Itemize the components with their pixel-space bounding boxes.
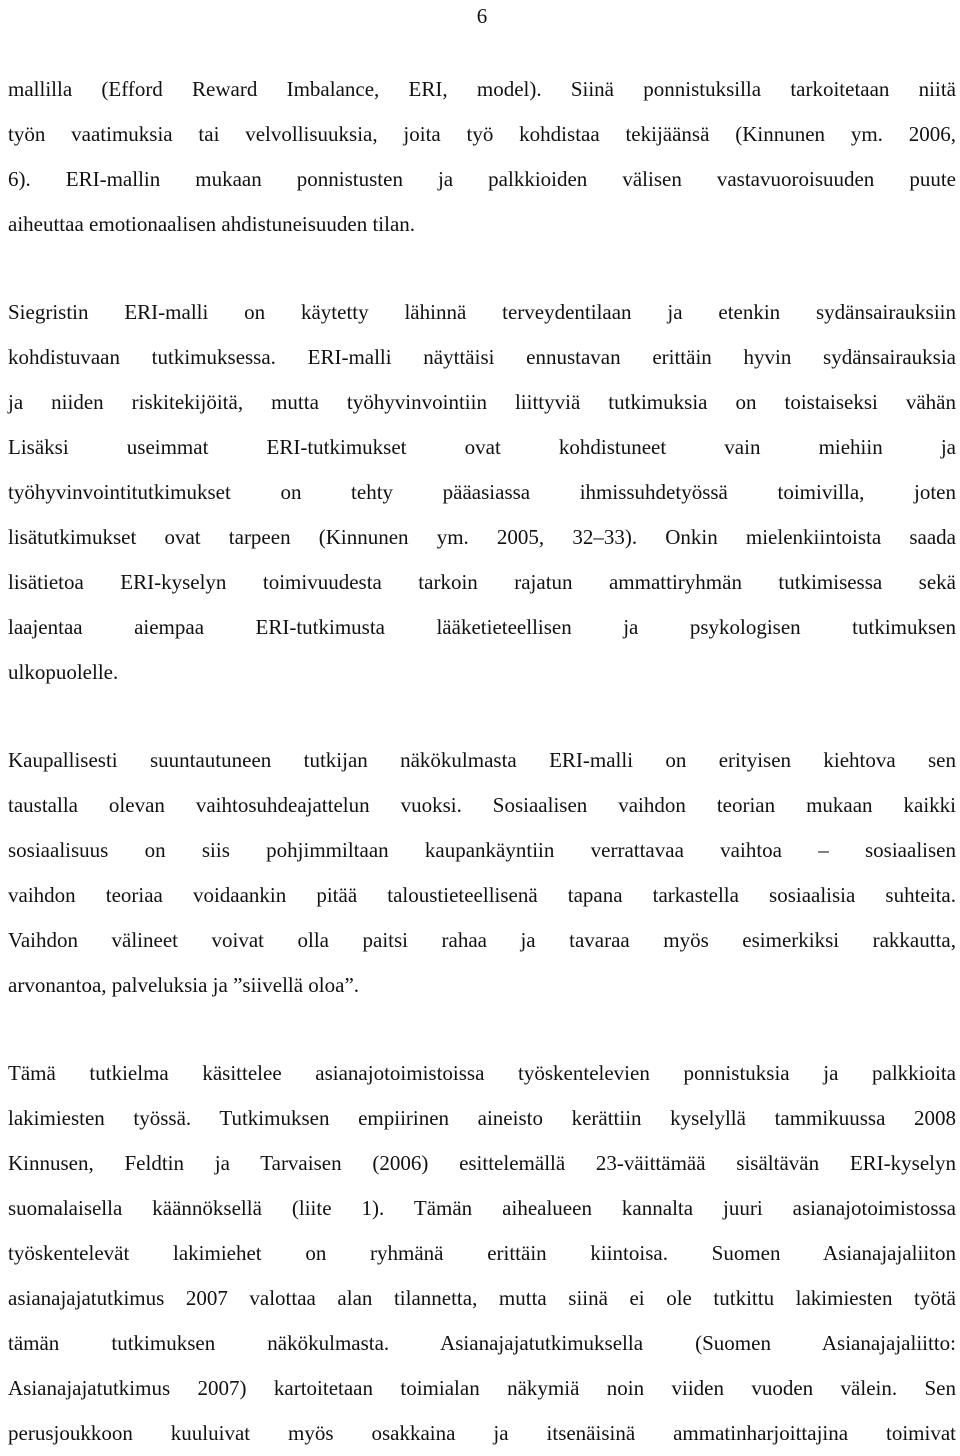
paragraph-spacer bbox=[8, 247, 956, 290]
text-line: lakimiesten työssä. Tutkimuksen empiirinen aineisto kerättiin kyselyllä tammikuussa 2008 bbox=[8, 1106, 956, 1130]
paragraph-3 bbox=[8, 738, 956, 1008]
text-line: Siegristin ERI-malli on käytetty lähinnä terveydentilaan ja etenkin sydänsairauksiin bbox=[8, 300, 956, 324]
text-line: laajentaa aiempaa ERI-tutkimusta lääketieteellisen ja psykologisen tutkimuksen bbox=[8, 615, 956, 639]
document-body bbox=[8, 67, 956, 1456]
text-line: Lisäksi useimmat ERI-tutkimukset ovat kohdistuneet vain miehiin ja bbox=[8, 435, 956, 459]
text-line: suomalaisella käännöksellä (liite 1). Tämän aihealueen kannalta juuri asianajotoimistossa bbox=[8, 1196, 956, 1220]
text-line: perusjoukkoon kuuluivat myös osakkaina ja itsenäisinä ammatinharjoittajina toimivat bbox=[8, 1421, 956, 1445]
paragraph-2 bbox=[8, 290, 956, 695]
text-line: sosiaalisuus on siis pohjimmiltaan kaupankäyntiin verrattavaa vaihtoa – sosiaalisen bbox=[8, 838, 956, 862]
text-line: ulkopuolelle. bbox=[8, 660, 119, 684]
text-line: työn vaatimuksia tai velvollisuuksia, joita työ kohdistaa tekijäänsä (Kinnunen ym. 2006, bbox=[8, 122, 956, 146]
page-number-text: 6 bbox=[476, 4, 488, 28]
text-line: työskentelevät lakimiehet on ryhmänä erittäin kiintoisa. Suomen Asianajajaliiton bbox=[8, 1241, 956, 1265]
text-line: kohdistuvaan tutkimuksessa. ERI-malli näyttäisi ennustavan erittäin hyvin sydänsairauksia bbox=[8, 345, 956, 369]
paragraph-spacer bbox=[8, 1008, 956, 1051]
text-line: 6). ERI-mallin mukaan ponnistusten ja palkkioiden välisen vastavuoroisuuden puute bbox=[8, 167, 956, 191]
text-line: vaihdon teoriaa voidaankin pitää taloustieteellisenä tapana tarkastella sosiaalisia suhteita. bbox=[8, 883, 956, 907]
text-line: arvonantoa, palveluksia ja ”siivellä oloa”. bbox=[8, 973, 360, 997]
text-line: tämän tutkimuksen näkökulmasta. Asianajajatutkimuksella (Suomen Asianajajaliitto: bbox=[8, 1331, 956, 1355]
text-line: asianajajatutkimus 2007 valottaa alan tilannetta, mutta siinä ei ole tutkittu lakimiesten työtä bbox=[8, 1286, 956, 1310]
text-line: lisätutkimukset ovat tarpeen (Kinnunen ym. 2005, 32–33). Onkin mielenkiintoista saada bbox=[8, 525, 956, 549]
paragraph-4 bbox=[8, 1051, 956, 1456]
text-line: mallilla (Efford Reward Imbalance, ERI, model). Siinä ponnistuksilla tarkoitetaan niitä bbox=[8, 77, 956, 101]
text-line: Asianajajatutkimus 2007) kartoitetaan toimialan näkymiä noin viiden vuoden välein. Sen bbox=[8, 1376, 956, 1400]
text-line: Vaihdon välineet voivat olla paitsi rahaa ja tavaraa myös esimerkiksi rakkautta, bbox=[8, 928, 956, 952]
paragraph-1 bbox=[8, 67, 956, 247]
text-line: aiheuttaa emotionaalisen ahdistuneisuuden tilan. bbox=[8, 212, 416, 236]
page-number bbox=[0, 2, 960, 30]
text-line: lisätietoa ERI-kyselyn toimivuudesta tarkoin rajatun ammattiryhmän tutkimisessa sekä bbox=[8, 570, 956, 594]
text-line: työhyvinvointitutkimukset on tehty pääasiassa ihmissuhdetyössä toimivilla, joten bbox=[8, 480, 956, 504]
paragraph-spacer bbox=[8, 695, 956, 738]
text-line: taustalla olevan vaihtosuhdeajattelun vuoksi. Sosiaalisen vaihdon teorian mukaan kaikki bbox=[8, 793, 956, 817]
text-line: Tämä tutkielma käsittelee asianajotoimistoissa työskentelevien ponnistuksia ja palkkioita bbox=[8, 1061, 956, 1085]
text-line: Kaupallisesti suuntautuneen tutkijan näkökulmasta ERI-malli on erityisen kiehtova sen bbox=[8, 748, 956, 772]
text-line: Kinnusen, Feldtin ja Tarvaisen (2006) esittelemällä 23-väittämää sisältävän ERI-kyselyn bbox=[8, 1151, 956, 1175]
text-line: ja niiden riskitekijöitä, mutta työhyvinvointiin liittyviä tutkimuksia on toistaiseksi vähän bbox=[8, 390, 956, 414]
